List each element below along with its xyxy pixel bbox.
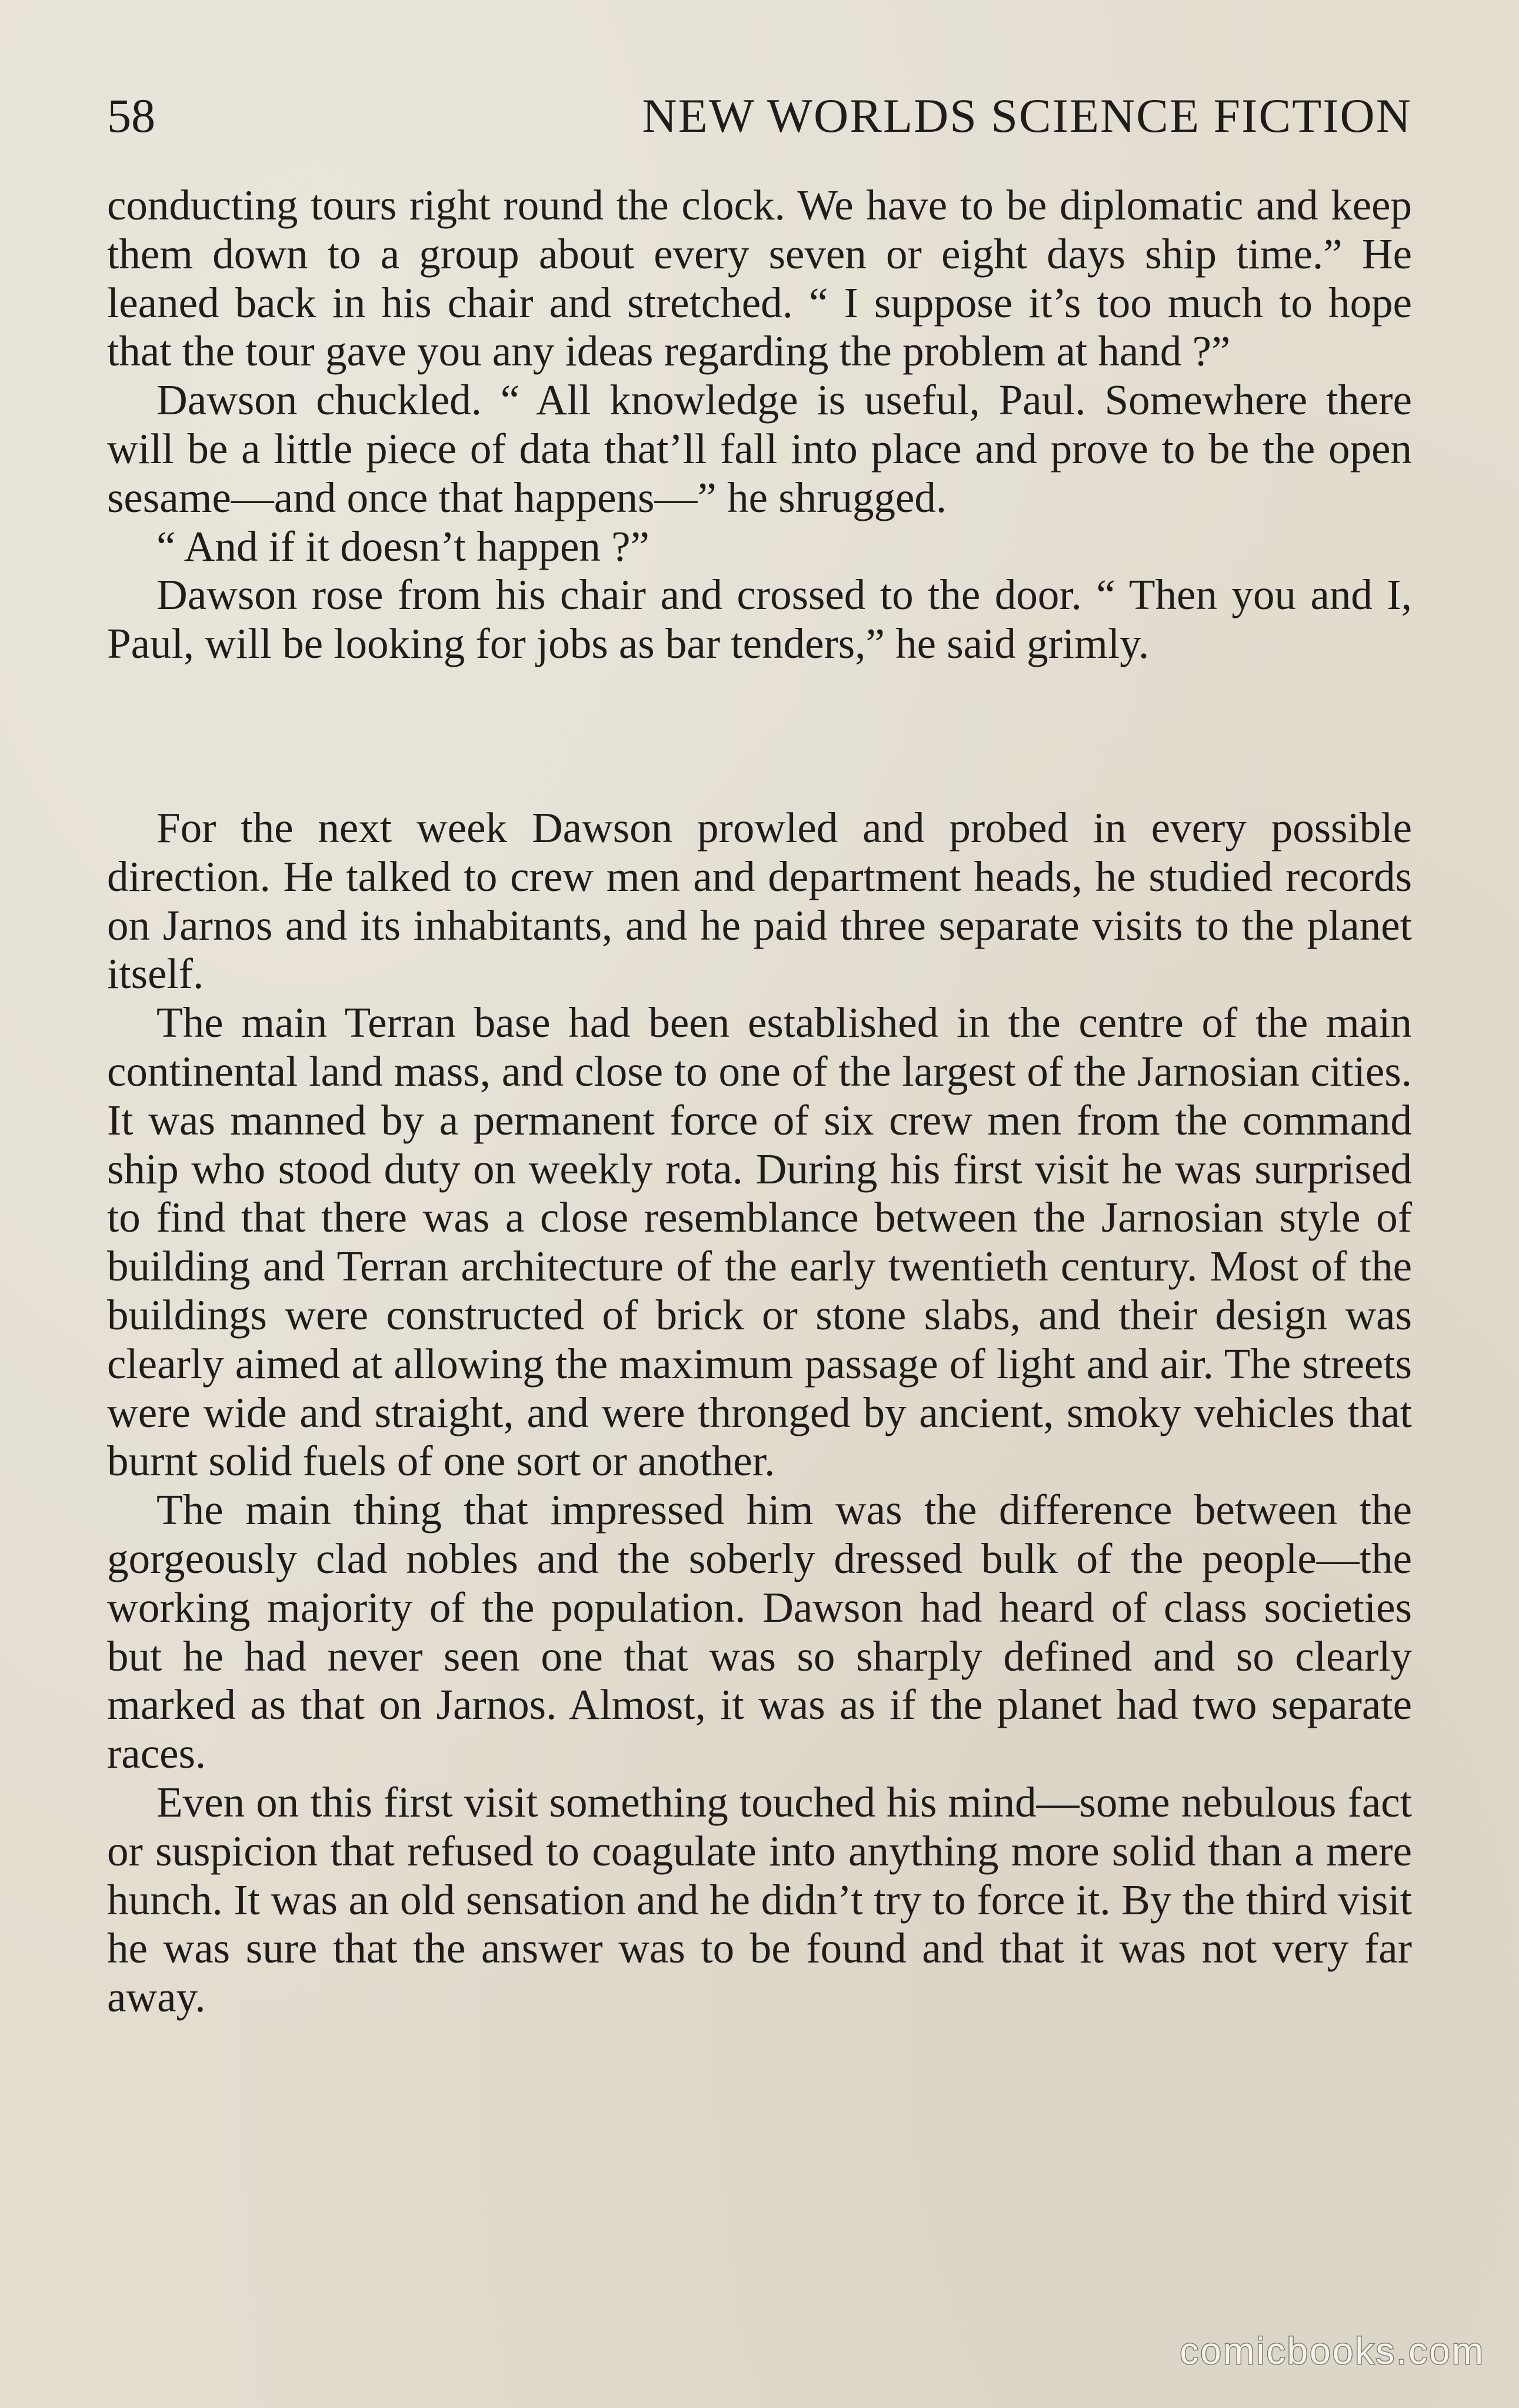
paragraph: Even on this first visit something touched his mind—some nebulous fact or suspicion that refused to coagulate into anything more solid than a mere hunch. It was an old sensation and he didn’t try to force it. By the third visit he was sure that the answer was to be found and that it was not very far away. [107, 1778, 1412, 2021]
running-header [107, 88, 1412, 159]
paragraph: Dawson rose from his chair and crossed to the door. “ Then you and I, Paul, will be looking for jobs as bar tenders,” he said grimly. [107, 571, 1412, 668]
paragraph: The main Terran base had been established in the centre of the main continental land mass, and close to one of the largest of the Jarnosian cities. It was manned by a permanent force of six crew men from the command ship who stood duty on weekly rota. During his first visit he was surprised to find that there was a close resemblance between the Jarnosian style of building and Terran architecture of the early twentieth century. Most of the buildings were constructed of brick or stone slabs, and their design was clearly aimed at allowing the maximum passage of light and air. The streets were wide and straight, and were thronged by ancient, smoky vehicles that burnt solid fuels of one sort or another. [107, 999, 1412, 1485]
book-page [107, 88, 1412, 2022]
page-number: 58 [107, 89, 155, 142]
running-title: NEW WORLDS SCIENCE FICTION [642, 89, 1412, 142]
paragraph: For the next week Dawson prowled and probed in every possible direction. He talked to crew men and department heads, he studied records on Jarnos and its inhabitants, and he paid three separate visits to the planet itself. [107, 803, 1412, 998]
section-break [107, 668, 1412, 804]
body-text [107, 181, 1412, 2022]
paragraph: Dawson chuckled. “ All knowledge is useful, Paul. Somewhere there will be a little piece of data that’ll fall into place and prove to be the open sesame—and once that happens—” he shrugged. [107, 376, 1412, 521]
paragraph: conducting tours right round the clock. We have to be diplomatic and keep them down to a group about every seven or eight days ship time.” He leaned back in his chair and stretched. “ I suppose it’s too much to hope that the tour gave you any ideas regarding the problem at hand ?” [107, 181, 1412, 375]
paragraph: “ And if it doesn’t happen ?” [156, 522, 649, 570]
paragraph: The main thing that impressed him was the difference between the gorgeously clad nobles and the soberly dressed bulk of the people—the working majority of the population. Dawson had heard of class societies but he had never seen one that was so sharply defined and so clearly marked as that on Jarnos. Almost, it was as if the planet had two separate races. [107, 1486, 1412, 1778]
watermark: comicbooks.com [1180, 2330, 1485, 2372]
